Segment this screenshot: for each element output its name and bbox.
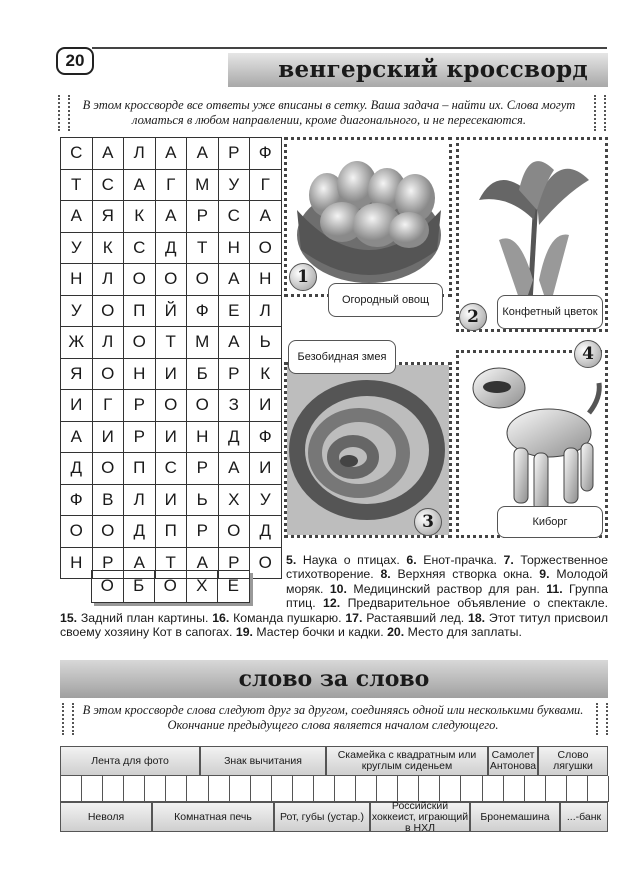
grid-cell[interactable]: Д [250,516,282,548]
grid-cell[interactable]: П [156,516,188,548]
letter-box[interactable] [588,776,609,802]
grid-cell[interactable]: О [93,359,125,391]
picture-label-2: Конфетный цветок [497,295,603,329]
grid-cell[interactable]: К [124,201,156,233]
grid-cell[interactable]: А [156,138,188,170]
grid-cell[interactable]: Я [93,201,125,233]
grid-cell[interactable]: Л [93,264,125,296]
grid-cell[interactable]: Е [219,296,251,328]
grid-cell[interactable]: Р [187,201,219,233]
grid-cell[interactable]: Ф [61,485,93,517]
letter-box[interactable] [187,776,208,802]
grid-cell[interactable]: В [93,485,125,517]
grid-cell[interactable]: Н [61,264,93,296]
grid-cell[interactable]: Д [156,233,188,265]
letter-box[interactable] [209,776,230,802]
grid-cell[interactable]: Р [93,548,125,580]
chain-crossword-strip [60,746,608,832]
bottom-clue: Комнатная печь [152,802,274,832]
grid-cell[interactable]: З [219,390,251,422]
grid-cell[interactable]: Я [61,359,93,391]
grid-cell[interactable]: О [155,571,187,603]
clue-text: Задний план картины. [80,611,209,625]
clue-text: Предварительное объявление о спектакле. [347,595,608,610]
letter-box[interactable] [461,776,482,802]
picture-label-1: Огородный овощ [328,283,443,317]
grid-cell[interactable]: Ж [61,327,93,359]
top-clue: Лента для фото [60,746,200,776]
grid-row [61,327,282,359]
letter-box[interactable] [145,776,166,802]
clues-full-block [60,611,608,640]
grid-cell[interactable]: О [156,264,188,296]
letter-box[interactable] [483,776,504,802]
grid-cell[interactable]: О [187,264,219,296]
grid-cell[interactable]: А [61,422,93,454]
letter-box[interactable] [82,776,103,802]
grid-cell[interactable]: Ь [187,485,219,517]
page-number: 20 [56,47,94,75]
grid-cell[interactable]: А [187,138,219,170]
grid-row [61,264,282,296]
clue-text: Наука о птицах. [302,553,400,567]
grid-cell[interactable]: Г [250,170,282,202]
grid-cell[interactable]: Й [156,296,188,328]
grid-cell[interactable]: С [124,233,156,265]
grid-cell[interactable]: Ф [187,296,219,328]
grid-cell[interactable]: А [93,138,125,170]
grid-cell[interactable]: И [61,390,93,422]
picture-number-2: 2 [459,303,487,331]
chain-decoration-left-2 [62,703,74,735]
letter-grid-last-row [91,570,250,603]
letter-box[interactable] [377,776,398,802]
letter-box[interactable] [272,776,293,802]
grid-cell[interactable]: Д [124,516,156,548]
letter-boxes-row [60,776,609,802]
grid-cell[interactable]: Т [61,170,93,202]
grid-cell[interactable]: О [93,516,125,548]
grid-cell[interactable]: Р [124,422,156,454]
letter-box[interactable] [166,776,187,802]
page-title: венгерский кроссворд [278,56,588,83]
grid-cell[interactable]: Ь [250,327,282,359]
clue-number: 19. [235,625,253,640]
chain-decoration-right [594,95,606,131]
grid-cell[interactable]: Ф [250,138,282,170]
clue-text: Верхняя створка окна. [397,567,533,582]
grid-cell[interactable]: А [124,170,156,202]
grid-cell[interactable]: Л [124,485,156,517]
letter-box[interactable] [230,776,251,802]
grid-cell[interactable]: О [250,548,282,580]
grid-cell[interactable]: Г [156,170,188,202]
grid-cell[interactable]: П [124,296,156,328]
grid-cell[interactable]: О [156,390,188,422]
clue-text: Мастер бочки и кадки. [256,625,384,640]
grid-cell[interactable]: С [93,170,125,202]
grid-row [61,138,282,170]
clue-number: 8. [380,567,391,582]
grid-cell[interactable]: П [124,453,156,485]
grid-row [61,201,282,233]
grid-cell[interactable]: О [93,296,125,328]
grid-row [61,390,282,422]
grid-cell[interactable]: О [93,453,125,485]
clue-number: 16. [212,611,230,625]
section2-instructions: В этом кроссворде слова следуют друг за другом, соединяясь одной или несколькими буквами. Окончание предыдущего слова является началом следующего. [82,703,584,732]
grid-cell[interactable]: Х [219,485,251,517]
clue-number: 5. [286,553,297,567]
grid-cell[interactable]: У [219,170,251,202]
top-clue: Слово лягушки [538,746,608,776]
grid-cell[interactable]: И [250,390,282,422]
letter-box[interactable] [419,776,440,802]
grid-cell[interactable]: С [156,453,188,485]
grid-cell[interactable]: Т [156,327,188,359]
grid-cell[interactable]: Р [219,138,251,170]
clue-text: Торжественное стихотворение. [286,553,608,582]
grid-cell[interactable]: Л [250,296,282,328]
grid-cell[interactable]: Т [187,233,219,265]
clue-number: 17. [345,611,363,625]
grid-cell[interactable]: М [187,327,219,359]
grid-cell[interactable]: О [92,571,124,603]
chain-decoration-left [58,95,70,131]
letter-box[interactable] [103,776,124,802]
letter-box[interactable] [251,776,272,802]
grid-row [61,453,282,485]
grid-cell[interactable]: Н [187,422,219,454]
letter-box[interactable] [440,776,461,802]
clue-number: 20. [387,625,405,640]
grid-cell[interactable]: И [156,359,188,391]
grid-cell[interactable]: Б [187,359,219,391]
letter-box[interactable] [61,776,82,802]
clue-number: 15. [60,611,78,625]
chain-decoration-right-2 [596,703,608,735]
grid-cell[interactable]: А [187,548,219,580]
top-clue: Скамейка с квадратным или круглым сиденьем [326,746,488,776]
grid-cell[interactable]: О [187,390,219,422]
letter-box[interactable] [314,776,335,802]
grid-cell[interactable]: О [61,516,93,548]
grid-cell[interactable]: А [124,548,156,580]
grid-cell[interactable]: Р [219,359,251,391]
bottom-clue: ...-банк [560,802,608,832]
grid-cell[interactable]: С [219,201,251,233]
clue-number: 12. [323,595,341,610]
bottom-clue: Российский хоккеист, играющий в НХЛ [371,799,469,834]
grid-cell[interactable]: А [250,201,282,233]
bottom-clue: Рот, губы (устар.) [274,802,370,832]
picture-number-4: 4 [574,340,602,368]
grid-cell[interactable]: У [61,296,93,328]
clue-number: 11. [546,581,563,596]
grid-cell[interactable]: Ф [250,422,282,454]
grid-cell[interactable]: И [250,453,282,485]
clue-text: Группа птиц. [286,581,608,610]
grid-cell[interactable]: Л [93,327,125,359]
grid-cell[interactable]: Н [219,233,251,265]
grid-cell[interactable]: Л [124,138,156,170]
clue-number: 6. [406,553,417,567]
grid-cell[interactable]: А [219,453,251,485]
picture-label-3: Безобидная змея [288,340,396,374]
grid-cell[interactable]: А [219,264,251,296]
grid-cell[interactable]: И [156,485,188,517]
grid-row [61,170,282,202]
grid-cell[interactable]: Д [219,422,251,454]
bottom-clue: Бронемашина [470,802,560,832]
clue-text: Растаявший лед. [366,611,465,625]
clue-number: 7. [503,553,514,567]
grid-cell[interactable]: С [61,138,93,170]
letter-box[interactable] [504,776,525,802]
clue-text: Этот титул присвоил своему хозяину Кот в сапогах. [60,611,609,640]
grid-cell[interactable]: У [250,485,282,517]
clue-text: Команда пушкарю. [233,611,342,625]
grid-row [61,422,282,454]
grid-cell[interactable]: М [187,170,219,202]
clue-text: Молодой моряк. [286,567,608,596]
grid-cell[interactable]: К [250,359,282,391]
section2-title: слово за слово [238,666,430,692]
header-rule [92,47,607,49]
top-clue: Знак вычитания [200,746,326,776]
letter-box[interactable] [293,776,314,802]
grid-row [61,296,282,328]
grid-cell[interactable]: Р [187,516,219,548]
grid-cell[interactable]: И [156,422,188,454]
letter-box[interactable] [567,776,588,802]
grid-row [61,485,282,517]
grid-cell[interactable]: И [93,422,125,454]
grid-cell[interactable]: О [219,516,251,548]
grid-cell[interactable]: Х [187,571,219,603]
picture-number-3: 3 [414,508,442,536]
grid-cell[interactable]: Т [156,548,188,580]
letter-grid [60,137,282,579]
letter-box[interactable] [525,776,546,802]
clue-text: Место для заплаты. [407,625,522,640]
grid-cell[interactable]: Н [250,264,282,296]
letter-box[interactable] [356,776,377,802]
clue-text: Енот-прачка. [423,553,497,567]
crossword-instructions: В этом кроссворде все ответы уже вписаны в сетку. Ваша задача – найти их. Слова могут ломаться в любом направлении, кроме диагонального, и не пересекаются. [82,98,576,127]
picture-label-4: Киборг [497,506,603,538]
clue-number: 18. [468,611,486,625]
clue-number: 10. [329,581,347,596]
letter-box[interactable] [546,776,567,802]
grid-row [61,516,282,548]
letter-box[interactable] [335,776,356,802]
grid-cell[interactable]: О [250,233,282,265]
top-clue: Самолет Антонова [488,746,538,776]
clues-right-block [286,553,608,611]
grid-cell[interactable]: Р [219,548,251,580]
grid-cell[interactable]: О [124,327,156,359]
letter-box[interactable] [124,776,145,802]
grid-cell[interactable]: Г [93,390,125,422]
grid-cell[interactable]: А [156,201,188,233]
grid-cell[interactable]: Д [61,453,93,485]
grid-row [61,233,282,265]
grid-cell[interactable]: Е [218,571,250,603]
grid-cell[interactable]: К [93,233,125,265]
letter-box[interactable] [398,776,419,802]
clue-number: 9. [539,567,550,582]
grid-cell[interactable]: Н [124,359,156,391]
grid-cell[interactable]: Н [61,548,93,580]
grid-row [61,359,282,391]
grid-cell[interactable]: Р [187,453,219,485]
grid-cell[interactable]: У [61,233,93,265]
clue-text: Медицинский раствор для ран. [353,581,540,596]
grid-cell[interactable]: Б [124,571,156,603]
bottom-clue: Неволя [60,802,152,832]
grid-cell[interactable]: А [61,201,93,233]
grid-cell[interactable]: А [219,327,251,359]
grid-cell[interactable]: Р [124,390,156,422]
picture-number-1: 1 [289,263,317,291]
grid-cell[interactable]: О [124,264,156,296]
